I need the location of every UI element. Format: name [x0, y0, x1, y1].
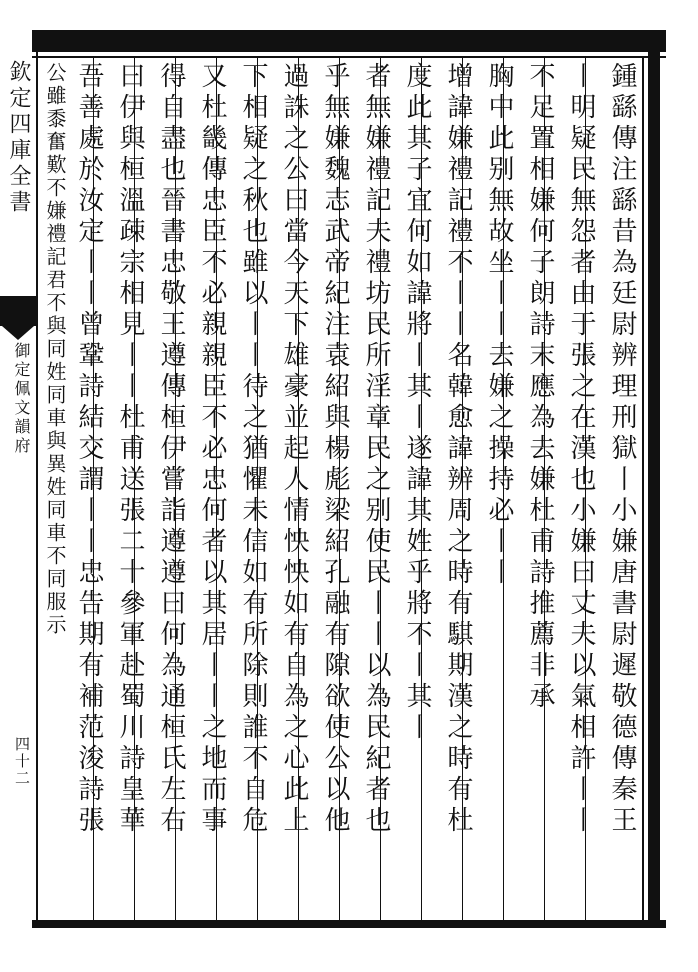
text-column-13: 曰伊與桓溫疎宗相見丨丨杜甫送張二十參軍赴蜀川詩皇華: [115, 62, 145, 837]
text-column-4: 胸中此别無故坐丨丨去嫌之操持必丨丨: [484, 62, 514, 589]
text-column-6: 度此其子宜何如諱將丨其丨遂諱其姓乎將不丨其丨: [402, 62, 432, 744]
text-column-14: 吾善處於汝定丨丨曾鞏詩結交謂丨丨忠告期有補范浚詩張: [74, 62, 104, 837]
collection-title: 欽定四庫全書: [6, 60, 31, 216]
book-title: 御定佩文韻府: [12, 342, 31, 456]
text-column-7: 者無嫌禮記夫禮坊民所淫章民之别使民丨丨以為民紀者也: [361, 62, 391, 837]
text-column-5: 增諱嫌禮記禮不丨丨名韓愈諱辨周之時有騏期漢之時有杜: [443, 62, 473, 837]
top-border: [32, 30, 666, 52]
text-column-2: 丨明疑民無怨者由于張之在漢也小嫌曰丈夫以氣相許丨丨: [566, 62, 596, 837]
bottom-border: [32, 920, 666, 928]
text-column-11: 又杜畿傳忠臣不必親親臣不必忠何者以其居丨丨之地而事: [197, 62, 227, 837]
text-column-10: 下相疑之秋也雖以丨丨待之猶懼未信如有所除則誰不自危: [238, 62, 268, 837]
text-column-9: 過誅之公曰當今天下雄豪並起人情怏怏如有自為之心此上: [279, 62, 309, 837]
fish-tail-notch: [2, 326, 34, 340]
text-column-3: 不足置相嫌何子朗詩末應為去嫌杜甫詩推薦非承: [525, 62, 555, 713]
fish-tail-band: [0, 296, 36, 326]
right-border: [648, 30, 660, 928]
top-inner-border: [32, 56, 666, 58]
text-column-12: 得自盡也晉書忠敬王遵傳桓伊嘗詣遵遵曰何為通桓氏左右: [156, 62, 186, 837]
text-column-15: 公雖黍奮歎不嫌禮記君不與同姓同車與異姓同車不同服示: [43, 62, 67, 637]
page-number: 四十二: [13, 736, 31, 787]
text-column-8: 乎無嫌魏志武帝紀注袁紹與楊彪梁紹孔融有隙欲使公以他: [320, 62, 350, 837]
text-column-1: 鍾繇傳注繇昔為廷尉辨理刑獄丨小嫌唐書尉遲敬德傳秦王: [607, 62, 637, 837]
